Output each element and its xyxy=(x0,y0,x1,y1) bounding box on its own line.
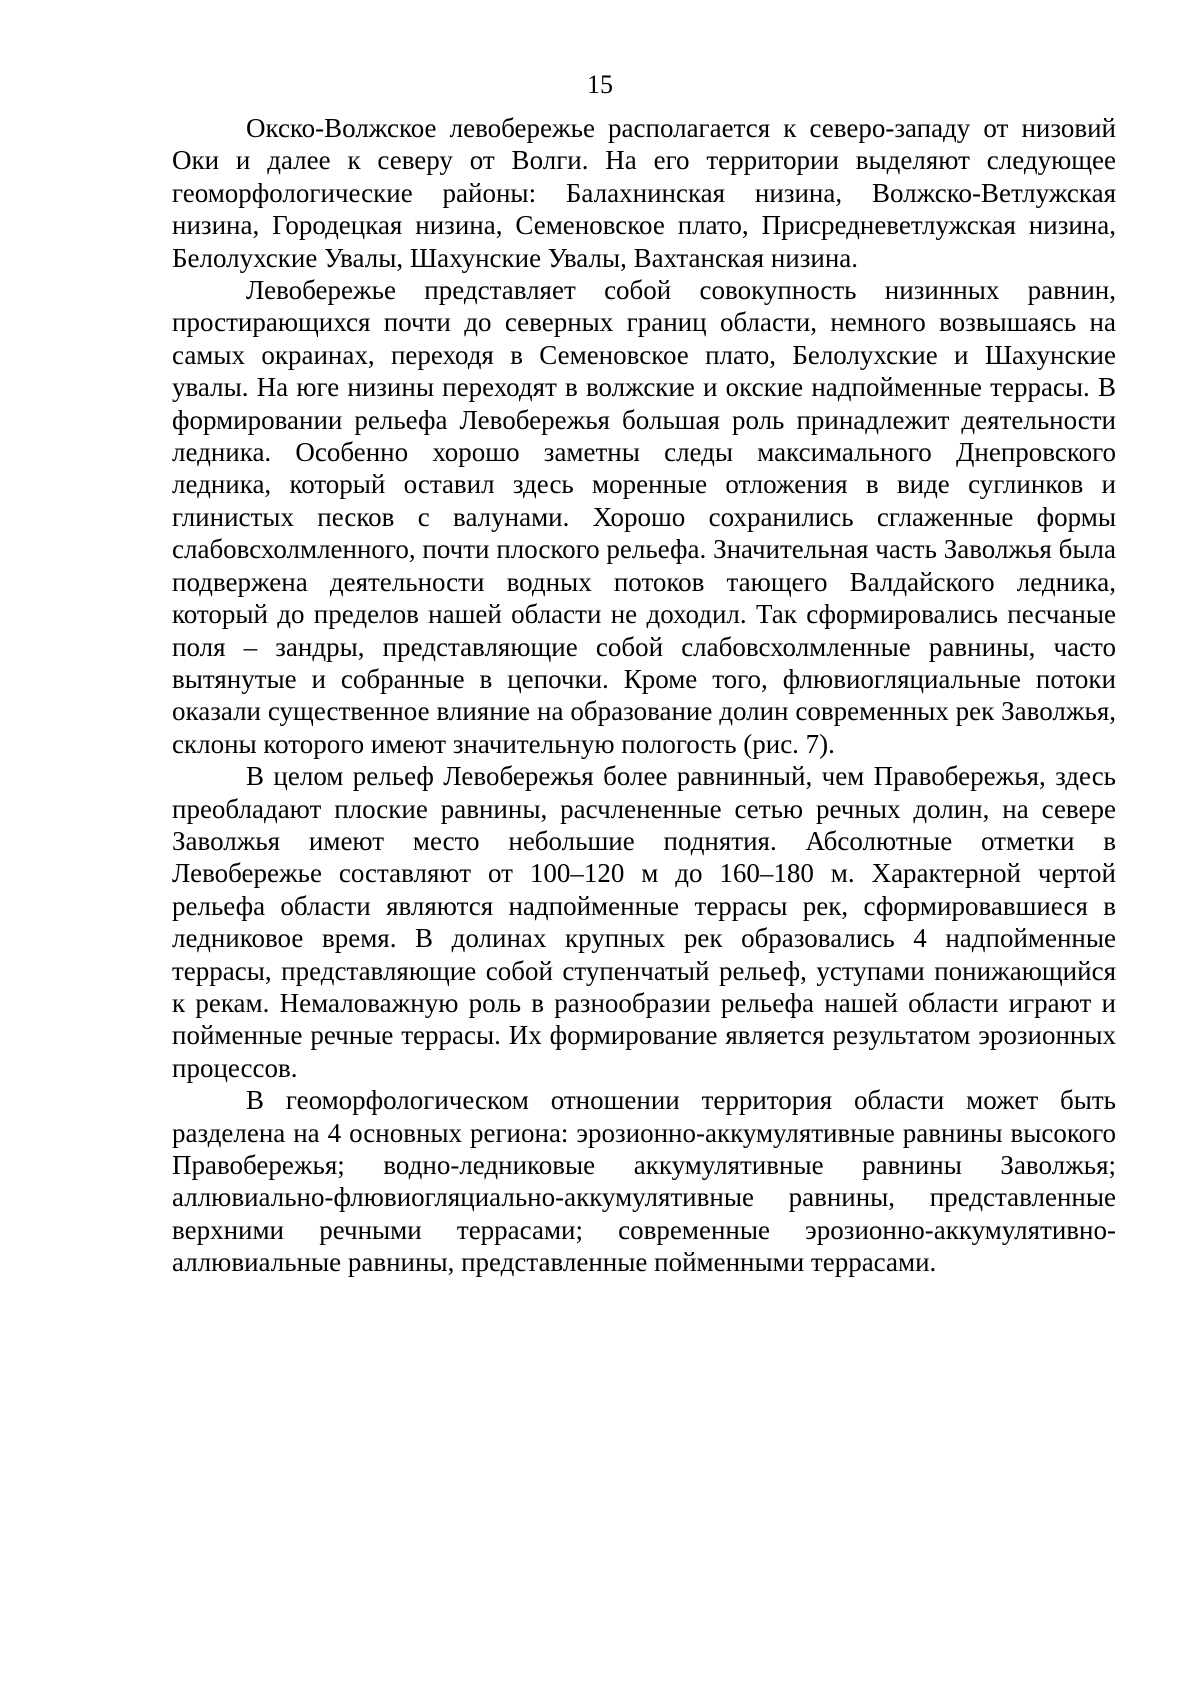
paragraph: Левобережье представляет собой совокупность низинных равнин, простирающихся почти до северных границ области, немного возвышаясь на самых окраинах, переходя в Семеновское плато, Белолухские и Шахунские увалы. На юге низины переходят в волжские и окские надпойменные террасы. В формировании рельефа Левобережья большая роль принадлежит деятельности ледника. Особенно хорошо заметны следы максимального Днепровского ледника, который оставил здесь моренные отложения в виде суглинков и глинистых песков с валунами. Хорошо сохранились сглаженные формы слабовсхолмленного, почти плоского рельефа. Значительная часть Заволжья была подвержена деятельности водных потоков тающего Валдайского ледника, который до пределов нашей области не доходил. Так сформировались песчаные поля – зандры, представляющие собой слабовсхолмленные равнины, часто вытянутые и собранные в цепочки. Кроме того, флювиогляциальные потоки оказали существенное влияние на образование долин современных рек Заволжья, склоны которого имеют значительную пологость (рис. 7). xyxy=(172,275,1116,759)
paragraph: В целом рельеф Левобережья более равнинный, чем Правобережья, здесь преобладают плоские равнины, расчлененные сетью речных долин, на севере Заволжья имеют место небольшие поднятия. Абсолютные отметки в Левобережье составляют от 100–120 м до 160–180 м. Характерной чертой рельефа области являются надпойменные террасы рек, сформировавшиеся в ледниковое время. В долинах крупных рек образовались 4 надпойменные террасы, представляющие собой ступенчатый рельеф, уступами понижающийся к рекам. Немаловажную роль в разнообразии рельефа нашей области играют и пойменные речные террасы. Их формирование является результатом эрозионных процессов. xyxy=(172,761,1116,1083)
paragraph: В геоморфологическом отношении территория области может быть разделена на 4 основных региона: эрозионно-аккумулятивные равнины высокого Правобережья; водно-ледниковые аккумулятивные равнины Заволжья; аллювиально-флювиогляциально-аккумулятивные равнины, представленные верхними речными террасами; современные эрозионно-аккумулятивно-аллювиальные равнины, представленные пойменными террасами. xyxy=(172,1085,1116,1278)
paragraph: Окско-Волжское левобережье располагается к северо-западу от низовий Оки и далее к северу от Волги. На его территории выделяют следующее геоморфологические районы: Балахнинская низина, Волжско-Ветлужская низина, Городецкая низина, Семеновское плато, Присредневетлужская низина, Белолухские Увалы, Шахунские Увалы, Вахтанская низина. xyxy=(172,113,1116,273)
page-number: 15 xyxy=(587,70,613,99)
body-text xyxy=(172,112,1116,1279)
